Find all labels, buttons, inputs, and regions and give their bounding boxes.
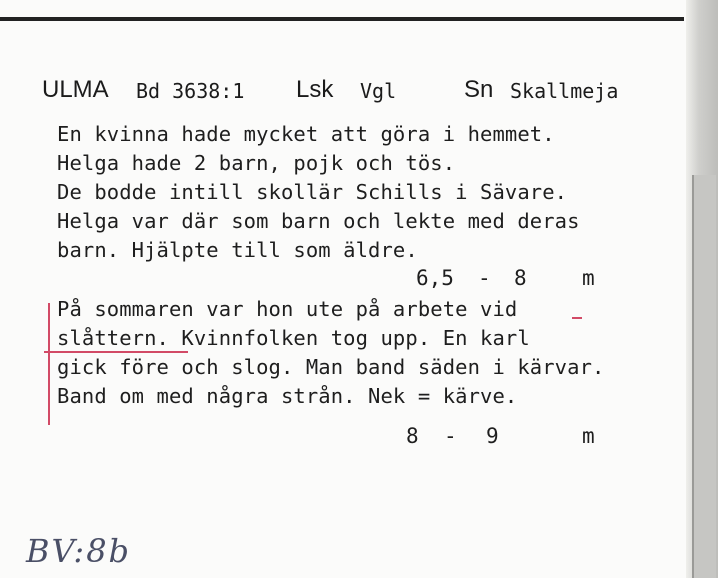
red-tick-mark — [572, 317, 582, 319]
measure-unit: m — [582, 266, 595, 290]
card-stack-edge — [686, 0, 718, 578]
text-line: En kvinna hade mycket att göra i hemmet. — [57, 122, 555, 146]
text-line: De bodde intill skollär Schills i Sävare. — [57, 180, 568, 204]
text-line: Band om med några strån. Nek = kärve. — [57, 384, 518, 408]
text-line: barn. Hjälpte till som äldre. — [57, 238, 418, 262]
measure-to: 8 — [514, 266, 527, 290]
text-line: gick före och slog. Man band säden i kärvar. — [57, 355, 605, 379]
parish-label: Sn — [464, 76, 494, 103]
measure-from: 8 — [406, 424, 419, 448]
pencil-annotation: BV:8b — [26, 532, 132, 570]
measure-dash: - — [478, 266, 491, 290]
measurement-1 — [416, 266, 616, 294]
measure-from: 6,5 — [416, 266, 454, 290]
province-label: Lsk — [296, 76, 334, 103]
measure-to: 9 — [486, 424, 499, 448]
red-underline — [44, 351, 188, 353]
card-divider-tab — [692, 175, 716, 578]
measurement-2 — [406, 424, 606, 452]
archive-code: ULMA — [42, 76, 109, 103]
top-rule — [0, 17, 684, 21]
text-line: slåttern. Kvinnfolken tog upp. En karl — [57, 326, 530, 350]
text-line: Helga hade 2 barn, pojk och tös. — [57, 151, 456, 175]
text-line: På sommaren var hon ute på arbete vid — [57, 297, 518, 321]
parish-value: Skallmeja — [510, 79, 619, 103]
measure-unit: m — [582, 424, 595, 448]
red-margin-mark — [48, 303, 50, 425]
measure-dash: - — [444, 424, 457, 448]
province-value: Vgl — [360, 79, 397, 103]
text-line: Helga var där som barn och lekte med deras — [57, 209, 580, 233]
reference-number: Bd 3638:1 — [136, 79, 245, 103]
